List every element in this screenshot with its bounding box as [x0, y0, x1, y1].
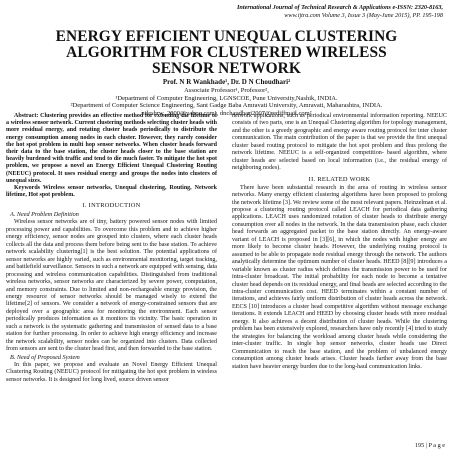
- author-affiliation-1: ¹Department of Computer Engineering, LGNSCOE, Pune University,Nashik, INDIA.: [115, 94, 338, 102]
- subsection-heading-a: A. Need Problem Definition: [10, 211, 79, 219]
- proposed-system-paragraph: In this paper, we propose and evaluate an Novel Energy Efficient Unequal Clustering Routing (NEEUC) protocol for mitigating the hot spot problem in wireless sensor networks. It is designed for long lived, source driven sensor: [6, 361, 217, 383]
- related-work-paragraph: There have been substantial research in the area of routing in wireless sensor networks. Many energy efficient clustering algorithms have been proposed to prolong the network lifetime [3]. We review some of the most relevant papers. Heinzelman et al. propose a clustering routing protocol called LEACH for periodical data gathering applications. LEACH uses randomized rotation of cluster heads to distribute energy consumption over all nodes in the network. In the data transmission phase, each cluster head forwards an aggregated packet to the base station directly. An energy-aware variant of LEACH is proposed in [3][6], in which the nodes with higher energy are more likely to become cluster heads. However, the underlying routing protocol is assumed to be able to propagate node residual energy through the network. The authors analytically determine the optimum number of cluster heads. HEED [8][9] introduces a variable known as cluster radius which defines the transmission power to be used for intra-cluster broadcast. The initial probability for each node to become a tentative cluster head depends on its residual energy, and final heads are selected according to the intra-cluster communication cost. HEED terminates within a constant number of iterations, and achieves fairly uniform distribution of cluster heads across the network. EECS [10] introduces a cluster head competitive algorithm without message exchange iterations. It extends LEACH and HEED by choosing cluster heads with more residual energy. It also achieves a decent distribution of cluster heads. While the clustering problem has been extensively explored, researchers have only recently [4] tried to study the strategies for balancing the workload among cluster heads while considering the inter-cluster traffic. In single hop sensor networks, cluster heads use Direct Communication to reach the base station, and the problem of unbalanced energy consumption among cluster heads arises. Cluster heads farther away from the base station have heavier energy burden due to the long-haul communication links.: [232, 184, 447, 370]
- journal-line-2: www.ijtra.com Volume 3, Issue 3 (May-June 2015), PP. 195-198: [284, 11, 443, 19]
- journal-header: [190, 4, 443, 19]
- left-column: [6, 113, 217, 384]
- right-column: [232, 113, 447, 371]
- title-line-3: SENSOR NETWORK: [152, 59, 301, 77]
- journal-line-1: International Journal of Technical Research & Applications e-ISSN: 2320-8163,: [237, 4, 443, 11]
- paper-title: [20, 29, 433, 76]
- page-number: 195 | P a g e: [414, 442, 445, 449]
- author-affiliation-2: ²Department of Computer Science Engineering, Sant Gadge Baba Amravati University, Amravati, Maharashtra, INDIA.: [70, 102, 383, 110]
- section-heading-introduction: I. INTRODUCTION: [82, 202, 141, 210]
- title-line-2: ALGORITHM FOR CLUSTERED WIRELESS: [66, 43, 387, 61]
- page-footer: [415, 442, 445, 450]
- author-designations: Associate Professor¹, Professor²,: [184, 86, 269, 94]
- introduction-paragraph: Wireless sensor networks are of tiny, battery powered sensor nodes with limited processing power and capabilities. To overcome this problem and to achieve higher energy efficiency, sensor nodes are grouped into clusters, where each cluster heads collects all the data and process them before being sent to the base station. To achieve network scalability clustering[1] is the best solution. The potential applications of sensor networks are highly varied, such as environmental monitoring, target tracking, and battlefield surveillance. Sensors in such a network are equipped with sensing, data processing and wireless communication capabilities. Distinguished from traditional wireless networks, sensor networks are characterized by severe power, computation, and memory constraints. Due to limited and non-rechargeable energy provision, the energy resource of sensor networks should be managed wisely to extend the lifetime[2] of sensors. We consider a network of energy-constrained sensors that are deployed over a geographic area for monitoring the environment. Each sensor periodically produces information as it monitors its vicinity. The basic operation in such a network is the systematic gathering and transmission of sensed data to a base station for further processing. In order to achieve high energy efficiency and increase the network scalability, sensor nodes can be organized into clusters. Data collected from sensors are sent to the cluster head first, and then forwarded to the base station.: [6, 219, 217, 353]
- section-heading-related-work: II. RELATED WORK: [308, 175, 371, 183]
- title-line-1: ENERGY EFFICIENT UNEQUAL CLUSTERING: [55, 28, 398, 45]
- subsection-heading-b: B. Need of Proposed System: [10, 353, 80, 361]
- author-names: Prof. N R Wankhade¹, Dr. D N Choudhari²: [162, 78, 291, 86]
- keywords: Keywords Wireless sensor networks, Unequal clustering, Routing, Network lifetime, Hot spot problem.: [6, 185, 217, 199]
- author-emails: nileshrw_2000@yahoo.com¹, dnchaudhari2007@rediffmail.com²: [141, 110, 312, 118]
- continued-paragraph: network applications, such as periodical environmental information reporting. NEEUC consists of two parts, one is an Unequal Clustering algorithm for topology management, and the other is a greedy geographic and energy aware routing protocol for inter cluster communication. The main contribution of the paper is that we provide the first unequal cluster based routing protocol to mitigate the hot spot problem and thus prolong the network lifetime. NEEUC is a self-organized competition- based algorithm, where cluster heads are selected based on local information (i.e., the residual energy of neighboring nodes).: [232, 113, 447, 172]
- abstract: Abstract: Clustering provides an effective method for extending the lifetime of a wireless sensor network. Current clustering methods selecting cluster heads with more residual energy, and rotating cluster heads periodically to distribute the energy consumption among nodes in each cluster. However, they rarely consider the hot spot problem in multi hop sensor networks. When cluster heads forward their data to the base station, the cluster heads closer to the base station are heavily burdened with traffic and tend to die much faster. To mitigate the hot spot problem, we propose a novel an Energy Efficient Unequal Clustering Routing (NEEUC) protocol. It uses residual energy and groups the nodes into clusters of unequal sizes.: [6, 113, 217, 184]
